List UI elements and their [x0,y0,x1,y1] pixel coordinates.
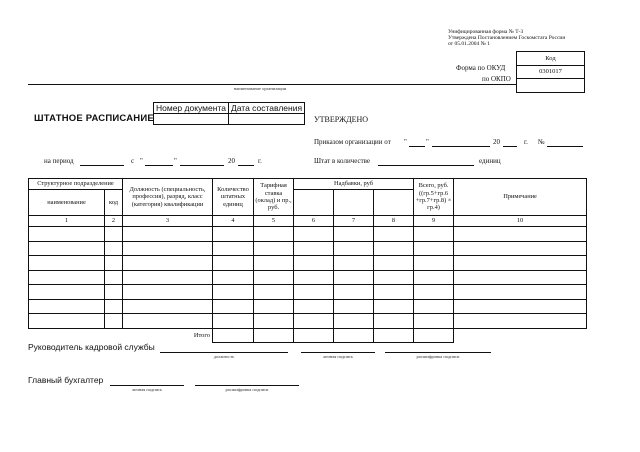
table-cell[interactable] [374,314,414,329]
period-year-suffix: г. [258,157,262,165]
table-cell[interactable] [374,227,414,242]
table-cell[interactable] [294,314,334,329]
okpo-label: по ОКПО [482,75,511,83]
period-quote-close: " [174,157,177,165]
col-number: 3 [123,216,213,227]
table-cell[interactable] [29,241,105,256]
table-cell[interactable] [254,241,294,256]
col-struct-header: Структурное подразделение [29,179,123,190]
total-allowance-1-cell[interactable] [294,328,334,343]
total-row [29,328,587,343]
accountant-decoding-field[interactable] [195,385,299,386]
col-total-header: Всего, руб. ((гр.5+гр.6 +гр.7+гр.8) × гр.4) [414,179,454,216]
order-year-field[interactable] [503,146,517,147]
page-title: ШТАТНОЕ РАСПИСАНИЕ [34,113,154,124]
form-note-line-2: Утверждена Постановлением Госкомстата России [448,34,566,41]
table-cell[interactable] [123,256,213,271]
table-cell[interactable] [29,299,105,314]
doc-number-field[interactable] [154,114,229,125]
total-label: Итого [193,331,211,339]
form-note-line-1: Унифицированная форма № Т-3 [448,29,524,35]
table-row [29,256,587,271]
organization-caption: наименование организации [233,86,287,91]
okud-value: 0301017 [517,65,585,79]
table-cell[interactable] [334,256,374,271]
order-day-field[interactable] [409,146,425,147]
table-cell[interactable] [414,256,454,271]
table-cell[interactable] [29,270,105,285]
col-note-header: Примечание [454,179,587,216]
table-cell[interactable] [254,285,294,300]
col-number: 8 [374,216,414,227]
order-prefix: Приказом организации от [314,138,391,146]
table-cell[interactable] [254,227,294,242]
accountant-signature-field[interactable] [110,385,184,386]
col-position-header: Должность (специальность, профессия), разряд, класс (категория) квалификации [123,179,213,216]
table-cell[interactable] [254,299,294,314]
table-cell[interactable] [29,285,105,300]
table-cell[interactable] [254,256,294,271]
table-cell[interactable] [454,314,587,329]
table-cell[interactable] [123,227,213,242]
table-cell[interactable] [123,299,213,314]
table-cell[interactable] [294,241,334,256]
table-cell[interactable] [123,241,213,256]
table-cell[interactable] [213,241,254,256]
table-cell[interactable] [334,241,374,256]
total-spacer [454,328,587,343]
table-cell[interactable] [105,241,123,256]
table-cell[interactable] [374,270,414,285]
order-year-prefix: 20 [493,138,500,146]
table-cell[interactable] [414,285,454,300]
table-row [29,227,587,242]
table-cell[interactable] [123,314,213,329]
order-number-field[interactable] [547,146,583,147]
table-cell[interactable] [105,256,123,271]
order-number-sign: № [538,138,545,146]
hr-head-position-caption: должность [213,354,235,359]
hr-head-position-field[interactable] [160,352,288,353]
okud-label: Форма по ОКУД [456,64,506,72]
table-cell[interactable] [414,314,454,329]
period-blank-field[interactable] [80,165,124,166]
period-s: с [131,157,135,165]
col-number: 2 [105,216,123,227]
col-number: 10 [454,216,587,227]
table-cell[interactable] [294,227,334,242]
table-cell[interactable] [213,270,254,285]
staff-table [28,178,587,343]
table-cell[interactable] [414,241,454,256]
period-prefix: на период [44,157,74,165]
table-cell[interactable] [454,299,587,314]
period-day-field[interactable] [145,165,173,166]
table-cell[interactable] [454,256,587,271]
col-count-header: Количество штатных единиц [213,179,254,216]
col-name-header: наименование [29,190,105,216]
order-quote-open: " [404,138,407,146]
table-cell[interactable] [414,227,454,242]
table-cell[interactable] [334,227,374,242]
hr-head-label: Руководитель кадровой службы [28,342,155,352]
col-number: 7 [334,216,374,227]
col-rate-header: Тарифная ставка (оклад) и пр., руб. [254,179,294,216]
table-cell[interactable] [123,285,213,300]
approved-label: УТВЕРЖДЕНО [314,115,369,124]
period-year-field[interactable] [238,165,254,166]
table-row [29,299,587,314]
table-cell[interactable] [105,227,123,242]
form-note [448,30,565,47]
table-cell[interactable] [123,270,213,285]
code-header: Код [517,52,585,66]
staff-prefix: Штат в количестве [314,157,371,165]
accountant-signature-caption: личная подпись [131,387,163,392]
table-cell[interactable] [254,270,294,285]
table-cell[interactable] [294,256,334,271]
table-cell[interactable] [29,256,105,271]
table-cell[interactable] [374,256,414,271]
hr-head-signature-caption: личная подпись [322,354,354,359]
table-cell[interactable] [454,241,587,256]
table-row [29,285,587,300]
table-cell[interactable] [213,314,254,329]
table-row [29,314,587,329]
table-cell[interactable] [105,299,123,314]
total-rate-cell[interactable] [254,328,294,343]
total-allowance-2-cell[interactable] [334,328,374,343]
allowance-2-header [334,190,374,216]
doc-number-header: Номер документа [154,103,229,114]
okpo-value-field[interactable] [517,79,585,93]
table-cell[interactable] [414,299,454,314]
table-cell[interactable] [374,241,414,256]
form-note-line-3: от 05.01.2004 № 1 [448,40,490,47]
doc-date-header: Дата составления [228,103,304,114]
col-number: 9 [414,216,454,227]
staff-suffix: единиц [479,157,501,165]
table-cell[interactable] [374,299,414,314]
table-cell[interactable] [334,314,374,329]
code-box [516,51,585,93]
total-count-cell[interactable] [213,328,254,343]
table-cell[interactable] [29,314,105,329]
table-cell[interactable] [105,270,123,285]
organization-name-field[interactable] [28,84,516,85]
table-cell[interactable] [294,270,334,285]
col-code-header: код [105,190,123,216]
table-row [29,270,587,285]
order-month-field[interactable] [432,146,490,147]
table-cell[interactable] [213,256,254,271]
doc-header-table [153,102,305,125]
col-number: 4 [213,216,254,227]
doc-date-field[interactable] [228,114,304,125]
table-cell[interactable] [213,227,254,242]
table-row [29,241,587,256]
staff-count-field[interactable] [378,165,474,166]
table-cell[interactable] [294,285,334,300]
table-cell[interactable] [213,299,254,314]
total-sum-cell[interactable] [414,328,454,343]
table-cell[interactable] [334,270,374,285]
table-cell[interactable] [334,285,374,300]
order-year-suffix: г. [524,138,528,146]
accountant-decoding-caption: расшифровка подписи [225,387,269,392]
table-cell[interactable] [454,227,587,242]
allowance-3-header [374,190,414,216]
col-number: 5 [254,216,294,227]
table-cell[interactable] [414,270,454,285]
accountant-label: Главный бухгалтер [28,375,104,385]
total-allowance-3-cell[interactable] [374,328,414,343]
allowance-1-header [294,190,334,216]
hr-head-signature-field[interactable] [301,352,375,353]
col-number: 1 [29,216,105,227]
table-cell[interactable] [105,314,123,329]
table-cell[interactable] [454,285,587,300]
table-cell[interactable] [334,299,374,314]
table-cell[interactable] [29,227,105,242]
col-allowances-header: Надбавки, руб [294,179,414,190]
col-number: 6 [294,216,334,227]
table-cell[interactable] [454,270,587,285]
period-quote-open: " [140,157,143,165]
table-cell[interactable] [374,285,414,300]
table-cell[interactable] [254,314,294,329]
order-quote-close: " [426,138,429,146]
table-cell[interactable] [294,299,334,314]
period-month-field[interactable] [180,165,224,166]
period-year-prefix: 20 [228,157,235,165]
table-cell[interactable] [105,285,123,300]
table-cell[interactable] [213,285,254,300]
hr-head-decoding-field[interactable] [385,352,491,353]
hr-head-decoding-caption: расшифровка подписи [416,354,460,359]
